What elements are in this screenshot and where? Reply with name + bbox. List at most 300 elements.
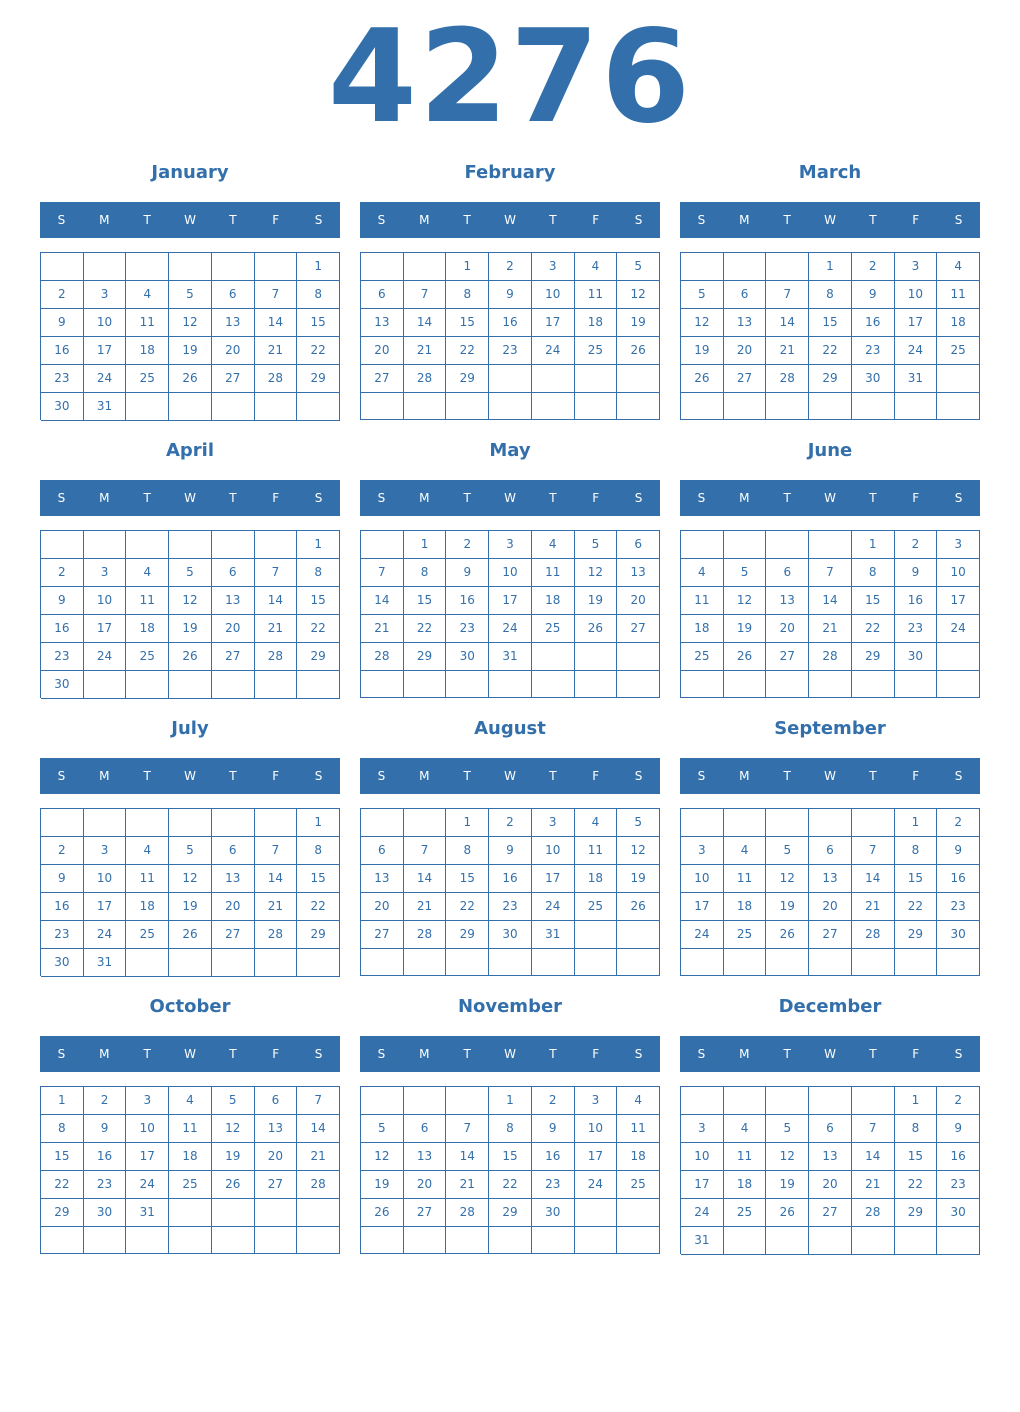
day-cell: 20 <box>404 1171 447 1199</box>
day-cell: 27 <box>361 365 404 393</box>
day-cell: 16 <box>41 337 84 365</box>
month-february <box>360 162 660 430</box>
weekday-header <box>40 202 340 238</box>
day-cell: 29 <box>297 921 340 949</box>
day-grid <box>360 808 660 976</box>
month-april <box>40 440 340 708</box>
day-cell: 21 <box>446 1171 489 1199</box>
weekday-label: F <box>272 1047 280 1061</box>
empty-cell <box>809 1227 852 1255</box>
empty-cell <box>617 365 660 393</box>
day-cell: 9 <box>84 1115 127 1143</box>
day-cell: 26 <box>212 1171 255 1199</box>
day-cell: 22 <box>404 615 447 643</box>
weekday-label: S <box>314 213 323 227</box>
empty-cell <box>937 365 980 393</box>
weekday-label: T <box>463 213 471 227</box>
weekday-label: S <box>57 491 66 505</box>
day-cell: 24 <box>681 1199 724 1227</box>
day-cell: 27 <box>724 365 767 393</box>
day-cell: 27 <box>212 365 255 393</box>
day-cell: 25 <box>126 921 169 949</box>
day-cell: 11 <box>681 587 724 615</box>
weekday-label: M <box>739 491 750 505</box>
empty-cell <box>255 671 298 699</box>
weekday-header <box>360 480 660 516</box>
empty-cell <box>489 671 532 698</box>
day-cell: 10 <box>532 837 575 865</box>
day-cell: 13 <box>617 559 660 587</box>
day-cell: 6 <box>404 1115 447 1143</box>
day-cell: 16 <box>41 615 84 643</box>
day-cell: 28 <box>297 1171 340 1199</box>
empty-cell <box>212 531 255 559</box>
empty-cell <box>937 671 980 698</box>
day-cell: 18 <box>724 893 767 921</box>
empty-cell <box>255 393 298 421</box>
day-cell: 13 <box>361 309 404 337</box>
day-cell: 5 <box>212 1087 255 1115</box>
empty-cell <box>681 1087 724 1115</box>
day-cell: 7 <box>852 837 895 865</box>
day-cell: 1 <box>895 1087 938 1115</box>
day-cell: 28 <box>404 921 447 949</box>
day-cell: 10 <box>937 559 980 587</box>
day-cell: 27 <box>809 1199 852 1227</box>
empty-cell <box>84 809 127 837</box>
weekday-label: S <box>697 213 706 227</box>
day-cell: 15 <box>41 1143 84 1171</box>
day-cell: 26 <box>169 643 212 671</box>
day-cell: 22 <box>297 615 340 643</box>
day-cell: 13 <box>212 309 255 337</box>
day-cell: 8 <box>895 1115 938 1143</box>
day-cell: 6 <box>212 837 255 865</box>
empty-cell <box>297 1199 340 1227</box>
day-cell: 23 <box>489 893 532 921</box>
empty-cell <box>126 1227 169 1254</box>
empty-cell <box>532 949 575 976</box>
day-cell: 17 <box>84 337 127 365</box>
weekday-label: T <box>463 1047 471 1061</box>
day-cell: 19 <box>575 587 618 615</box>
day-cell: 24 <box>84 643 127 671</box>
day-cell: 28 <box>255 643 298 671</box>
day-cell: 29 <box>852 643 895 671</box>
weekday-label: S <box>954 1047 963 1061</box>
weekday-label: W <box>504 491 516 505</box>
empty-cell <box>532 1227 575 1254</box>
empty-cell <box>361 1227 404 1254</box>
weekday-label: W <box>184 491 196 505</box>
empty-cell <box>617 671 660 698</box>
empty-cell <box>766 253 809 281</box>
day-grid <box>680 252 980 420</box>
weekday-label: S <box>314 769 323 783</box>
day-cell: 14 <box>361 587 404 615</box>
empty-cell <box>126 253 169 281</box>
day-cell: 15 <box>446 865 489 893</box>
month-october <box>40 996 340 1264</box>
day-cell: 9 <box>852 281 895 309</box>
day-cell: 21 <box>809 615 852 643</box>
month-june <box>680 440 980 708</box>
day-cell: 21 <box>361 615 404 643</box>
day-cell: 18 <box>617 1143 660 1171</box>
weekday-label: T <box>869 491 877 505</box>
day-cell: 28 <box>809 643 852 671</box>
weekday-label: T <box>229 213 237 227</box>
day-cell: 10 <box>84 309 127 337</box>
day-cell: 5 <box>169 559 212 587</box>
empty-cell <box>41 809 84 837</box>
day-cell: 12 <box>361 1143 404 1171</box>
day-cell: 31 <box>84 949 127 977</box>
day-cell: 20 <box>255 1143 298 1171</box>
day-cell: 1 <box>41 1087 84 1115</box>
day-cell: 20 <box>212 337 255 365</box>
day-cell: 16 <box>895 587 938 615</box>
day-cell: 21 <box>255 893 298 921</box>
empty-cell <box>809 1087 852 1115</box>
month-august <box>360 718 660 986</box>
day-cell: 14 <box>255 865 298 893</box>
day-cell: 23 <box>852 337 895 365</box>
day-cell: 11 <box>126 865 169 893</box>
day-cell: 7 <box>404 281 447 309</box>
day-cell: 1 <box>297 531 340 559</box>
day-cell: 28 <box>766 365 809 393</box>
day-cell: 5 <box>361 1115 404 1143</box>
weekday-label: T <box>143 213 151 227</box>
day-cell: 15 <box>809 309 852 337</box>
day-cell: 14 <box>852 865 895 893</box>
empty-cell <box>41 531 84 559</box>
weekday-label: M <box>739 1047 750 1061</box>
day-cell: 2 <box>489 809 532 837</box>
day-cell: 5 <box>169 837 212 865</box>
empty-cell <box>766 393 809 420</box>
empty-cell <box>575 1199 618 1227</box>
day-cell: 30 <box>41 393 84 421</box>
day-cell: 22 <box>895 893 938 921</box>
empty-cell <box>617 393 660 420</box>
day-cell: 23 <box>895 615 938 643</box>
day-cell: 3 <box>532 809 575 837</box>
day-cell: 3 <box>84 559 127 587</box>
day-cell: 11 <box>575 837 618 865</box>
day-cell: 8 <box>404 559 447 587</box>
day-cell: 17 <box>937 587 980 615</box>
weekday-label: T <box>229 491 237 505</box>
weekday-label: S <box>634 1047 643 1061</box>
day-cell: 16 <box>41 893 84 921</box>
empty-cell <box>766 949 809 976</box>
day-cell: 23 <box>41 365 84 393</box>
empty-cell <box>255 1227 298 1254</box>
day-cell: 25 <box>575 337 618 365</box>
empty-cell <box>404 393 447 420</box>
day-cell: 11 <box>724 865 767 893</box>
empty-cell <box>126 809 169 837</box>
day-cell: 21 <box>297 1143 340 1171</box>
empty-cell <box>361 949 404 976</box>
weekday-label: T <box>783 769 791 783</box>
day-cell: 11 <box>617 1115 660 1143</box>
empty-cell <box>532 643 575 671</box>
day-cell: 19 <box>212 1143 255 1171</box>
empty-cell <box>126 671 169 699</box>
empty-cell <box>212 949 255 977</box>
day-cell: 6 <box>809 1115 852 1143</box>
day-cell: 21 <box>852 893 895 921</box>
day-cell: 7 <box>255 559 298 587</box>
day-cell: 20 <box>361 893 404 921</box>
day-cell: 19 <box>766 893 809 921</box>
day-cell: 9 <box>41 865 84 893</box>
day-cell: 17 <box>895 309 938 337</box>
day-cell: 24 <box>84 365 127 393</box>
day-cell: 8 <box>297 281 340 309</box>
empty-cell <box>361 809 404 837</box>
day-cell: 26 <box>169 365 212 393</box>
empty-cell <box>852 949 895 976</box>
weekday-label: T <box>143 491 151 505</box>
day-cell: 13 <box>724 309 767 337</box>
day-cell: 29 <box>297 643 340 671</box>
weekday-label: W <box>824 213 836 227</box>
day-cell: 30 <box>895 643 938 671</box>
day-cell: 2 <box>41 559 84 587</box>
day-grid <box>40 1086 340 1254</box>
day-cell: 4 <box>937 253 980 281</box>
day-cell: 1 <box>297 809 340 837</box>
day-cell: 9 <box>41 309 84 337</box>
day-cell: 27 <box>212 643 255 671</box>
weekday-label: M <box>739 213 750 227</box>
day-cell: 12 <box>681 309 724 337</box>
empty-cell <box>575 949 618 976</box>
day-cell: 25 <box>126 643 169 671</box>
month-name: August <box>474 718 546 739</box>
weekday-label: T <box>869 213 877 227</box>
empty-cell <box>617 921 660 949</box>
day-cell: 13 <box>809 1143 852 1171</box>
weekday-label: W <box>824 1047 836 1061</box>
day-cell: 11 <box>575 281 618 309</box>
empty-cell <box>84 671 127 699</box>
day-cell: 18 <box>724 1171 767 1199</box>
day-cell: 25 <box>169 1171 212 1199</box>
day-cell: 7 <box>361 559 404 587</box>
weekday-label: F <box>592 491 600 505</box>
empty-cell <box>766 1087 809 1115</box>
empty-cell <box>724 531 767 559</box>
empty-cell <box>404 671 447 698</box>
month-march <box>680 162 980 430</box>
day-cell: 26 <box>766 921 809 949</box>
day-cell: 20 <box>724 337 767 365</box>
day-cell: 17 <box>532 865 575 893</box>
empty-cell <box>724 1227 767 1255</box>
weekday-label: T <box>143 1047 151 1061</box>
empty-cell <box>169 393 212 421</box>
day-cell: 4 <box>126 559 169 587</box>
day-cell: 27 <box>361 921 404 949</box>
day-cell: 4 <box>617 1087 660 1115</box>
day-cell: 3 <box>84 837 127 865</box>
day-cell: 11 <box>169 1115 212 1143</box>
day-cell: 29 <box>297 365 340 393</box>
day-cell: 8 <box>446 837 489 865</box>
empty-cell <box>766 671 809 698</box>
day-cell: 19 <box>169 893 212 921</box>
empty-cell <box>489 949 532 976</box>
empty-cell <box>937 643 980 671</box>
day-cell: 16 <box>532 1143 575 1171</box>
empty-cell <box>681 253 724 281</box>
weekday-header <box>680 480 980 516</box>
day-cell: 15 <box>297 865 340 893</box>
empty-cell <box>895 671 938 698</box>
day-cell: 25 <box>532 615 575 643</box>
weekday-label: W <box>184 1047 196 1061</box>
month-name: April <box>165 440 215 461</box>
day-cell: 27 <box>255 1171 298 1199</box>
day-cell: 19 <box>681 337 724 365</box>
empty-cell <box>41 1227 84 1254</box>
empty-cell <box>724 1087 767 1115</box>
day-cell: 11 <box>126 587 169 615</box>
day-cell: 21 <box>766 337 809 365</box>
day-cell: 1 <box>446 809 489 837</box>
day-cell: 31 <box>532 921 575 949</box>
day-cell: 31 <box>895 365 938 393</box>
weekday-header <box>680 1036 980 1072</box>
day-cell: 8 <box>297 559 340 587</box>
month-july <box>40 718 340 986</box>
day-cell: 1 <box>852 531 895 559</box>
day-cell: 20 <box>212 893 255 921</box>
day-cell: 1 <box>297 253 340 281</box>
weekday-label: S <box>954 491 963 505</box>
day-cell: 27 <box>404 1199 447 1227</box>
empty-cell <box>126 531 169 559</box>
empty-cell <box>126 393 169 421</box>
day-cell: 3 <box>532 253 575 281</box>
day-cell: 21 <box>255 337 298 365</box>
day-cell: 21 <box>852 1171 895 1199</box>
empty-cell <box>532 671 575 698</box>
day-cell: 6 <box>617 531 660 559</box>
day-cell: 16 <box>852 309 895 337</box>
day-cell: 20 <box>361 337 404 365</box>
month-december <box>680 996 980 1264</box>
day-cell: 12 <box>617 281 660 309</box>
day-cell: 19 <box>169 615 212 643</box>
day-cell: 7 <box>446 1115 489 1143</box>
empty-cell <box>169 949 212 977</box>
weekday-label: T <box>463 491 471 505</box>
weekday-label: S <box>954 769 963 783</box>
day-cell: 19 <box>766 1171 809 1199</box>
day-cell: 30 <box>937 921 980 949</box>
day-cell: 29 <box>404 643 447 671</box>
empty-cell <box>724 809 767 837</box>
day-cell: 3 <box>84 281 127 309</box>
day-cell: 3 <box>126 1087 169 1115</box>
day-cell: 31 <box>489 643 532 671</box>
day-cell: 8 <box>852 559 895 587</box>
day-cell: 19 <box>617 865 660 893</box>
day-cell: 7 <box>255 837 298 865</box>
empty-cell <box>681 671 724 698</box>
empty-cell <box>895 1227 938 1255</box>
day-cell: 15 <box>895 865 938 893</box>
empty-cell <box>766 809 809 837</box>
empty-cell <box>724 393 767 420</box>
day-cell: 9 <box>489 281 532 309</box>
day-cell: 10 <box>681 1143 724 1171</box>
day-cell: 23 <box>532 1171 575 1199</box>
day-cell: 12 <box>766 865 809 893</box>
empty-cell <box>255 949 298 977</box>
weekday-label: M <box>419 491 430 505</box>
day-cell: 4 <box>126 281 169 309</box>
day-cell: 26 <box>169 921 212 949</box>
day-cell: 18 <box>169 1143 212 1171</box>
weekday-label: W <box>184 213 196 227</box>
day-cell: 6 <box>361 837 404 865</box>
weekday-label: W <box>504 1047 516 1061</box>
day-cell: 27 <box>766 643 809 671</box>
day-cell: 13 <box>212 587 255 615</box>
day-cell: 18 <box>532 587 575 615</box>
month-november <box>360 996 660 1264</box>
day-cell: 1 <box>489 1087 532 1115</box>
empty-cell <box>809 531 852 559</box>
empty-cell <box>937 393 980 420</box>
empty-cell <box>937 949 980 976</box>
day-cell: 22 <box>297 893 340 921</box>
day-cell: 23 <box>446 615 489 643</box>
empty-cell <box>169 531 212 559</box>
day-cell: 10 <box>489 559 532 587</box>
day-cell: 4 <box>681 559 724 587</box>
day-cell: 9 <box>937 837 980 865</box>
day-cell: 28 <box>446 1199 489 1227</box>
day-cell: 28 <box>255 365 298 393</box>
day-cell: 24 <box>575 1171 618 1199</box>
day-cell: 18 <box>126 615 169 643</box>
weekday-label: W <box>504 213 516 227</box>
day-cell: 25 <box>126 365 169 393</box>
day-cell: 23 <box>84 1171 127 1199</box>
day-cell: 5 <box>724 559 767 587</box>
day-cell: 17 <box>681 893 724 921</box>
day-cell: 12 <box>169 587 212 615</box>
month-name: June <box>807 440 853 461</box>
weekday-header <box>40 480 340 516</box>
weekday-label: T <box>549 769 557 783</box>
day-cell: 9 <box>41 587 84 615</box>
day-grid <box>40 808 340 976</box>
weekday-label: S <box>57 1047 66 1061</box>
empty-cell <box>446 949 489 976</box>
weekday-label: M <box>99 213 110 227</box>
day-cell: 28 <box>255 921 298 949</box>
day-cell: 10 <box>575 1115 618 1143</box>
